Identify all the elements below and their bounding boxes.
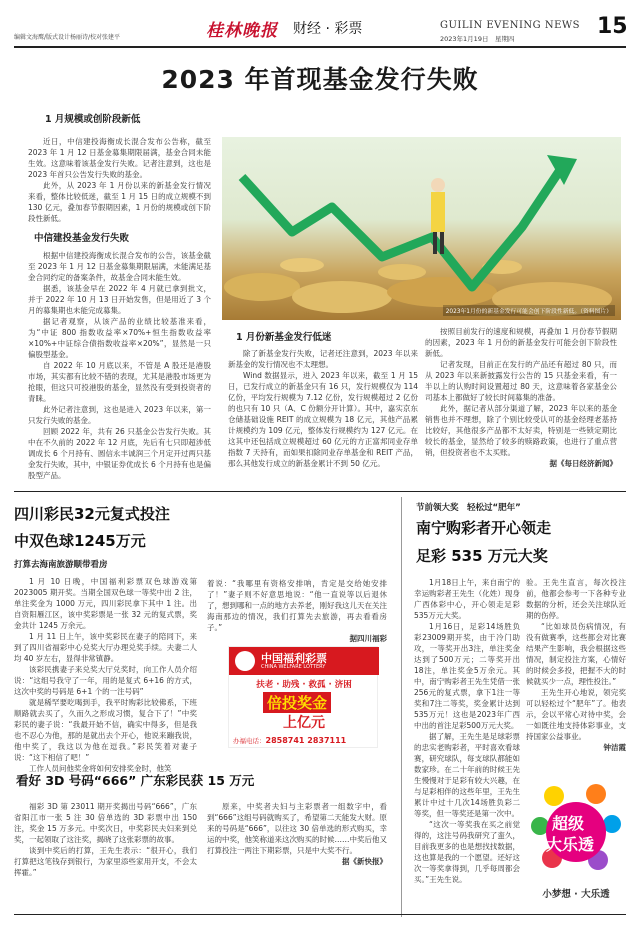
main-col-mid (228, 348, 418, 469)
paragraph: 根据中信建投海衡成长混合发布的公告，该基金截至 2023 年 1 月 12 日基金募集期限届满，未能满足基金合同约定的备案条件，故基金合同未能生效。 (28, 251, 211, 282)
page-number: 15 (597, 14, 628, 39)
paragraph: 据了解，王先生是足球彩票的忠实老购彩者，平时喜欢看球赛，研究球队，每支球队都能如数家珍。在二十年前的时候王先生慢慢对于足彩有较大兴趣，在与足彩相伴的这些年里，王先生累计中过十几次14场胜负彩二等奖，但一等奖还是第一次中。 (414, 732, 520, 818)
guangdong-col-right (207, 801, 387, 867)
ad-slogan: 扶老 · 助残 · 救孤 · 济困 (256, 680, 352, 690)
section-subhead: 1 月份新基金发行低迷 (236, 332, 332, 343)
ad-logo-bar (229, 647, 379, 675)
issue-date: 2023年1月19日 星期四 (440, 35, 515, 43)
paragraph: “这次一等奖我在买之前觉得的，这注号码我研究了蛮久，目前我更多的也是想找找数据，这也算是我的一个愿望。还好这次一等奖拿得到，几乎每周都会买。”王先生说。 (414, 820, 520, 884)
paragraph: 福彩 3D 第 23011 期开奖揭出号码“666”，广东省阳江市一张 5 注 30 倍单选的 3D 彩票中出 150 注，奖金 15 万多元。中奖次日，中奖彩民夫妇来到兑奖，一起领取了这注奖，揭晓了这张彩票的故事。 (14, 802, 197, 844)
super-lotto-line-2: 大乐透 (546, 835, 595, 854)
paragraph: 自 2022 年 10 月底以来，不管是 A 股还是港股市场，其实都有比较不错的表现，尤其是港股市场更为抢眼，但这只可投港股的基金，显然没有受到投资者的青睐。 (28, 361, 211, 403)
sichuan-headline-1: 四川彩民32元复式投注 (14, 505, 170, 523)
paragraph: 原来，中奖者夫妇与主彩票者一组数字中，看到“666”这组号码就购买了，希望第二天能发大财。原来的号码是“666”，以往这 30 倍单选的形式购买，幸运的中奖，他笑称道来这次购买的时候……中奖后他又打算投注一两注下期彩票，只是中大奖不行。 (207, 802, 387, 855)
ad-banner-line-2: 上亿元 (283, 715, 325, 731)
nanning-headline-1: 南宁购彩者开心领走 (416, 519, 552, 537)
page-bottom-rule (14, 914, 626, 915)
paragraph: 除了新基金发行失败，记者还注意到，2023 年以来新基金的发行情况也不太理想。 (228, 349, 418, 369)
photo-coins-chart (222, 137, 621, 320)
paragraph: 近日，中信建投海衡成长混合发布公告称，截至 2023 年 1 月 12 日基金募集期限届满，基金合同未能生效。这意味着该基金发行失败。记者注意到，这也是 2023 年首只公告发行失败的基金。 (28, 137, 211, 179)
ad-hotline-label: 办福电话： (233, 737, 266, 745)
main-col-left (28, 136, 211, 481)
section-name: 财经 · 彩票 (293, 21, 363, 37)
paragraph: 1 月 10 日晚，中国福利彩票双色球游戏第 2023005 期开奖。当期全国双色球一等奖中出 2 注，单注奖金为 1000 万元，四川彩民拿下其中 1 注。出自资阳雁江区，该中奖彩票是一张 32 元的复式票，奖金共计 1245 万余元。 (14, 577, 197, 630)
sichuan-subhead: 打算去海南旅游顺带看房 (14, 560, 108, 570)
paragraph: 据悉，该基金早在 2022 年 4 月就已拿到批文，并于 2022 年 10 月 13 日开始发售，但是用近了 3 个月的募集期也未能完成募集。 (28, 284, 211, 315)
paragraph: 此外记者注意到，这也是进入 2023 年以来，第一只发行失败的基金。 (28, 405, 211, 425)
super-lotto-logo (526, 782, 626, 904)
credits: 编辑文海鹰/版式设计杨丽诗/校对张建平 (14, 34, 121, 41)
source-line: 据四川福彩 (349, 634, 387, 643)
section-subhead: 中信建投基金发行失败 (34, 233, 130, 244)
photo-caption: 2023年1月份的新基金发行可能会创下阶段性新低。（资料图片） (443, 305, 615, 316)
paragraph: 就是稀罕要吃喝到手，我平时购彩比较佛系，下班顺路就去买了，久而久之形成习惯，复合下了！”中奖彩民的妻子说：“我最开始不信，确实中得多，但是我也不忍心为他，那的是就出去个开心，他说来蹦我说，他中奖了，我这以为他在逗我。”彩民笑着对妻子说：“这下相信了吧！” (14, 698, 197, 762)
paragraph: 该彩民携妻子来兑奖大厅兑奖时，向工作人员介绍说：“这组号我守了一年，用的是复式 6+16 的方式，这次中奖的号码是 6+1 个的一注号码” (14, 665, 197, 696)
nanning-headline-2: 足彩 535 万元大奖 (416, 547, 548, 565)
paragraph: 1月16日，足彩14场胜负彩23009期开奖，由于冷门助攻，一等奖开出3注，单注奖金达到了500万元；二等奖开出18注，单注奖金5万余元。其中，南宁购彩者王先生凭借一张256元的复式票，拿下1注一等奖和7注二等奖，奖金累计达到535万元！这也是2023年广西中出的首注足彩500万元大奖。 (414, 622, 520, 730)
paragraph: “比如球员伤病情况，有没有做赛季，这些都会对比赛结果产生影响，我会根据这些情况，制定投注方案，心情好的时候会多投，把握不大的时候就买少一点，理性投注。” (526, 622, 626, 686)
paragraph: 王先生开心地说，领完奖可以轻松过个“肥年”了。他表示，会以平常心对待中奖，会一如既往地支持体彩事业，支持国家公益事业。 (526, 688, 626, 741)
ad-banner (249, 692, 359, 731)
sichuan-col-right (207, 578, 387, 644)
paragraph: 记者发现，目前正在发行的产品还有超过 80 只，而从 2023 年以来新披露发行公告的 15 只基金来看，有一半以上的认购时间设置超过 80 天，这意味着各家基金公司基本上都做好了较长时间募集的准备。 (425, 360, 617, 402)
super-lotto-line-1: 超级 (552, 814, 585, 833)
main-col-right (425, 326, 617, 469)
paragraph: Wind 数据显示，进入 2023 年以来，截至 1 月 15 日，已发行成立的新基金只有 16 只，发行规模仅为 114 亿份，平均发行规模为 7.12 亿份，发行规模超过 2 亿份的也只有 10 只（A、C 份额分开计算）。其中，嘉实京东仓储基础设施 REIT 的成立规模为 18 亿元，其他产品累计规模约为 109 亿元，整体发行规模约为 127 亿元。在这其中还包括成立规模超过 60 亿元的方正富邦同业存单指数 7 天持有，而如果扣除同业存单基金和 REIT 产品，那么其他发行成立的新基金累计不到 50 亿元。 (228, 371, 418, 468)
ad-logo-en: CHINA WELFARE LOTTERY (261, 664, 326, 670)
logo: 桂林晚报 (206, 21, 278, 41)
nanning-col-left (414, 577, 520, 885)
paragraph: 谈到中奖后的打算，王先生表示：“很开心，我们打算把这笔钱存到银行，为家里添些家用开支，不会太挥霍。” (14, 846, 197, 877)
ad-hotline (233, 736, 346, 745)
paragraph: 此外，从 2023 年 1 月份以来的新基金发行情况来看，整体比较低迷，截至 1 月 15 日的成立规模不到 130 亿元，叠加春节假期因素，1 月份的规模或创下阶段性新低。 (28, 181, 211, 223)
guangdong-col-left (14, 801, 197, 878)
masthead (0, 0, 640, 44)
ad-logo-text: 中国福利彩票 (261, 652, 327, 665)
column-divider (401, 497, 402, 917)
welfare-lottery-ad (228, 646, 378, 748)
paragraph: 回顾 2022 年，共有 26 只基金公告发行失败。其中在不久前的 2022 年 12 月底，先后有七只即超涉低调成长 6 个月持有、圆信永丰诚润三个月定开过两只基金发行失败，其中，中银证券优成长 6 个月持有也是偏股型产品。 (28, 427, 211, 480)
paragraph: 1月18日上午，来自南宁的幸运购彩者王先生（化姓）现身广西体彩中心，开心领走足彩535万元大奖。 (414, 578, 520, 620)
photo-illustration (222, 137, 621, 320)
source-line: 据《新快报》 (342, 857, 387, 866)
paragraph: 工作人员问他奖金将如何安排奖金时，他笑 (29, 764, 172, 773)
paragraph: 按照目前发行的速度和规模，再叠加 1 月份春节假期的因素，2023 年 1 月份的新基金发行可能会创下阶段性新低。 (425, 327, 617, 358)
paragraph: 验。王先生直言，每次投注前，他都会参考一下各种专业数据的分析，还会关注球队近期的伤停。 (526, 578, 626, 620)
paragraph: 据记者观察，从该产品的业绩比较基准来看，为“中证 800 指数收益率×70%+恒生指数收益率×10%+中证综合债指数收益率×20%”，显然是一只偏股型基金。 (28, 317, 211, 359)
paragraph: 着说：“我哪里有资格安排呐，肯定是交给她安排了！”妻子则不好意思地说：“他一直说等以后退休了，想到哪和一点的地方去养老，刚好我这儿天在关注海南那边的情况，我们打算先去旅游，再去看看房子。” (207, 579, 387, 632)
source-line: 据《每日经济新闻》 (549, 459, 617, 468)
paragraph: 1 月 11 日上午，该中奖彩民在妻子的陪同下，来到了四川省福彩中心兑奖大厅办理兑奖手续。夫妻二人均 40 岁左右，显得非常镇静。 (14, 632, 197, 663)
sichuan-col-left (14, 576, 197, 774)
ad-hotline-number: 2858741 2837111 (265, 736, 347, 745)
ad-banner-line-1: 倍投奖金 (263, 692, 331, 713)
section-rule (14, 491, 626, 492)
nanning-kicker: 节前领大奖 轻松过“肥年” (416, 503, 521, 513)
masthead-rule (14, 46, 626, 48)
reporter: 钟洁霞 (603, 743, 626, 752)
nanning-col-right (526, 577, 626, 753)
guangdong-headline: 看好 3D 号码“666” 广东彩民获 15 万元 (16, 773, 255, 788)
welfare-logo-icon (235, 651, 255, 671)
sichuan-headline-2: 中双色球1245万元 (14, 532, 146, 550)
paper-name-en: GUILIN EVENING NEWS (440, 20, 581, 31)
main-subhead: 1 月规模或创阶段新低 (45, 114, 141, 125)
super-lotto-slogan: 小梦想 · 大乐透 (542, 889, 610, 900)
main-headline: 2023 年首现基金发行失败 (161, 65, 479, 94)
paragraph: 此外，据记者从部分渠道了解，2023 年以来的基金销售也并不理想，除了个别比较受认可的基金经理老基持比较好，其他很多产品都不太好卖，特别是一些锁定期比较长的基金，显然给了较多的赎路政策，也进行了重点营销，但投资者也不太买账。 (425, 404, 617, 457)
